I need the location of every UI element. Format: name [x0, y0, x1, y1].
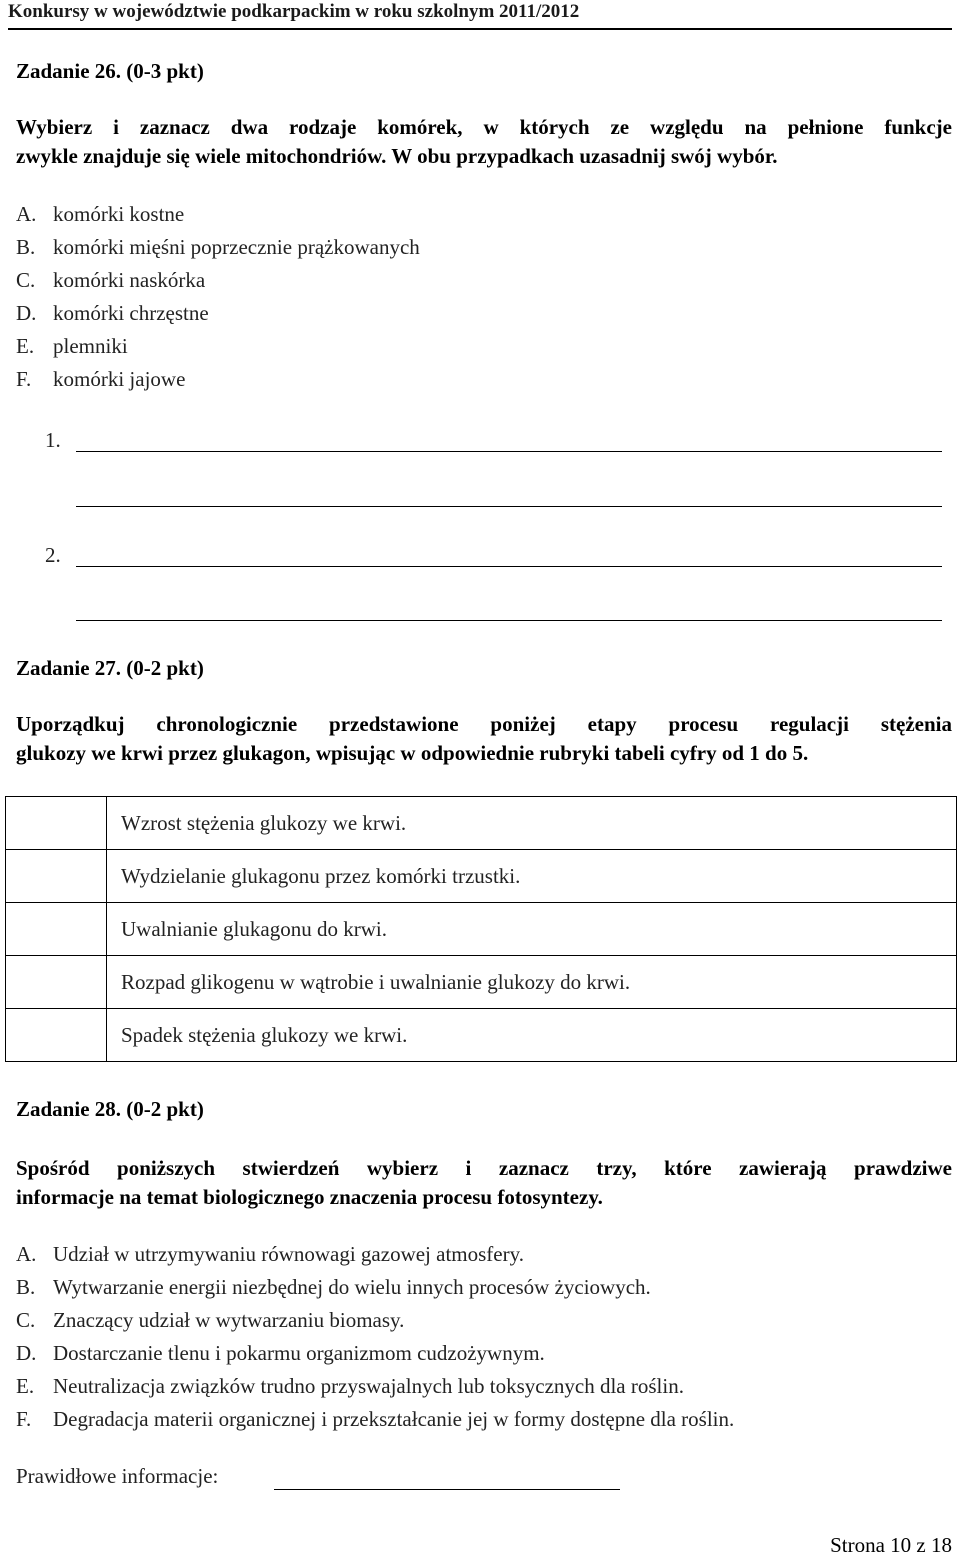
- step-text: Wydzielanie glukagonu przez komórki trzustki.: [107, 850, 957, 903]
- answer-line-2b[interactable]: [76, 620, 942, 621]
- option-a[interactable]: [16, 1238, 734, 1271]
- option-text: Udział w utrzymywaniu równowagi gazowej atmosfery.: [53, 1242, 524, 1266]
- task-28-options: [16, 1238, 734, 1436]
- task-26-options: [16, 198, 420, 396]
- option-text: komórki kostne: [53, 202, 185, 226]
- option-c[interactable]: [16, 1304, 734, 1337]
- option-letter: A.: [16, 1242, 37, 1266]
- answer-label-correct-info: Prawidłowe informacje:: [16, 1464, 219, 1488]
- option-a[interactable]: [16, 198, 420, 231]
- option-f[interactable]: [16, 1403, 734, 1436]
- total-pages: 18: [931, 1533, 952, 1557]
- step-text: Uwalnianie glukagonu do krwi.: [107, 903, 957, 956]
- instruction-line: Uporządkuj chronologicznie przedstawione poniżej etapy procesu regulacji stężenia: [16, 712, 952, 736]
- option-letter: E.: [16, 334, 35, 358]
- table-row: [6, 903, 957, 956]
- instruction-line: Spośród poniższych stwierdzeń wybierz i zaznacz trzy, które zawierają prawdziwe: [16, 1156, 952, 1180]
- order-number-cell[interactable]: [6, 903, 107, 956]
- table-row: [6, 1009, 957, 1062]
- task-28-title: Zadanie 28. (0-2 pkt): [16, 1097, 204, 1121]
- order-number-cell[interactable]: [6, 850, 107, 903]
- task-27-instruction: [16, 710, 952, 768]
- option-text: Neutralizacja związków trudno przyswajalnych lub toksycznych dla roślin.: [53, 1374, 684, 1398]
- table-row: [6, 797, 957, 850]
- answer-line-1a[interactable]: [76, 451, 942, 452]
- instruction-line: glukozy we krwi przez glukagon, wpisując w odpowiednie rubryki tabeli cyfry od 1 do 5.: [16, 741, 809, 765]
- instruction-line: informacje na temat biologicznego znaczenia procesu fotosyntezy.: [16, 1185, 603, 1209]
- option-b[interactable]: [16, 231, 420, 264]
- current-page: 10: [890, 1533, 912, 1557]
- option-letter: F.: [16, 1407, 32, 1431]
- option-letter: A.: [16, 202, 37, 226]
- order-number-cell[interactable]: [6, 1009, 107, 1062]
- option-d[interactable]: [16, 1337, 734, 1370]
- option-f[interactable]: [16, 363, 420, 396]
- option-text: plemniki: [53, 334, 128, 358]
- option-b[interactable]: [16, 1271, 734, 1304]
- task-26-instruction: [16, 113, 952, 171]
- step-text: Spadek stężenia glukozy we krwi.: [107, 1009, 957, 1062]
- option-e[interactable]: [16, 330, 420, 363]
- task-27-title: Zadanie 27. (0-2 pkt): [16, 656, 204, 680]
- option-text: Dostarczanie tlenu i pokarmu organizmom cudzożywnym.: [53, 1341, 545, 1365]
- answer-label-2: 2.: [45, 543, 61, 567]
- step-text: Rozpad glikogenu w wątrobie i uwalnianie glukozy do krwi.: [107, 956, 957, 1009]
- option-text: Znaczący udział w wytwarzaniu biomasy.: [53, 1308, 405, 1332]
- answer-line-2a[interactable]: [76, 566, 942, 567]
- answer-line-1b[interactable]: [76, 506, 942, 507]
- answer-label-1: 1.: [45, 428, 61, 452]
- table-row: [6, 850, 957, 903]
- option-text: komórki naskórka: [53, 268, 206, 292]
- option-letter: D.: [16, 1341, 37, 1365]
- step-text: Wzrost stężenia glukozy we krwi.: [107, 797, 957, 850]
- option-e[interactable]: [16, 1370, 734, 1403]
- option-text: Wytwarzanie energii niezbędnej do wielu innych procesów życiowych.: [53, 1275, 651, 1299]
- option-letter: C.: [16, 268, 36, 292]
- order-number-cell[interactable]: [6, 956, 107, 1009]
- page-sep: z: [916, 1533, 926, 1557]
- instruction-line: zwykle znajduje się wiele mitochondriów. W obu przypadkach uzasadnij swój wybór.: [16, 144, 778, 168]
- option-letter: C.: [16, 1308, 36, 1332]
- task-26-title: Zadanie 26. (0-3 pkt): [16, 59, 204, 83]
- option-letter: B.: [16, 235, 36, 259]
- task-28-instruction: [16, 1154, 952, 1212]
- option-c[interactable]: [16, 264, 420, 297]
- answer-line-correct-info[interactable]: [274, 1489, 620, 1490]
- option-text: Degradacja materii organicznej i przekształcanie jej w formy dostępne dla roślin.: [53, 1407, 735, 1431]
- option-text: komórki jajowe: [53, 367, 186, 391]
- order-number-cell[interactable]: [6, 797, 107, 850]
- page-number: [830, 1533, 952, 1558]
- table-row: [6, 956, 957, 1009]
- option-letter: E.: [16, 1374, 35, 1398]
- option-letter: D.: [16, 301, 37, 325]
- order-table: [5, 796, 957, 1062]
- page-prefix: Strona: [830, 1533, 885, 1557]
- page-header: Konkursy w województwie podkarpackim w roku szkolnym 2011/2012: [8, 0, 952, 30]
- option-letter: F.: [16, 367, 32, 391]
- option-text: komórki chrzęstne: [53, 301, 209, 325]
- option-letter: B.: [16, 1275, 36, 1299]
- instruction-line: Wybierz i zaznacz dwa rodzaje komórek, w których ze względu na pełnione funkcje: [16, 115, 952, 139]
- option-d[interactable]: [16, 297, 420, 330]
- option-text: komórki mięśni poprzecznie prążkowanych: [53, 235, 420, 259]
